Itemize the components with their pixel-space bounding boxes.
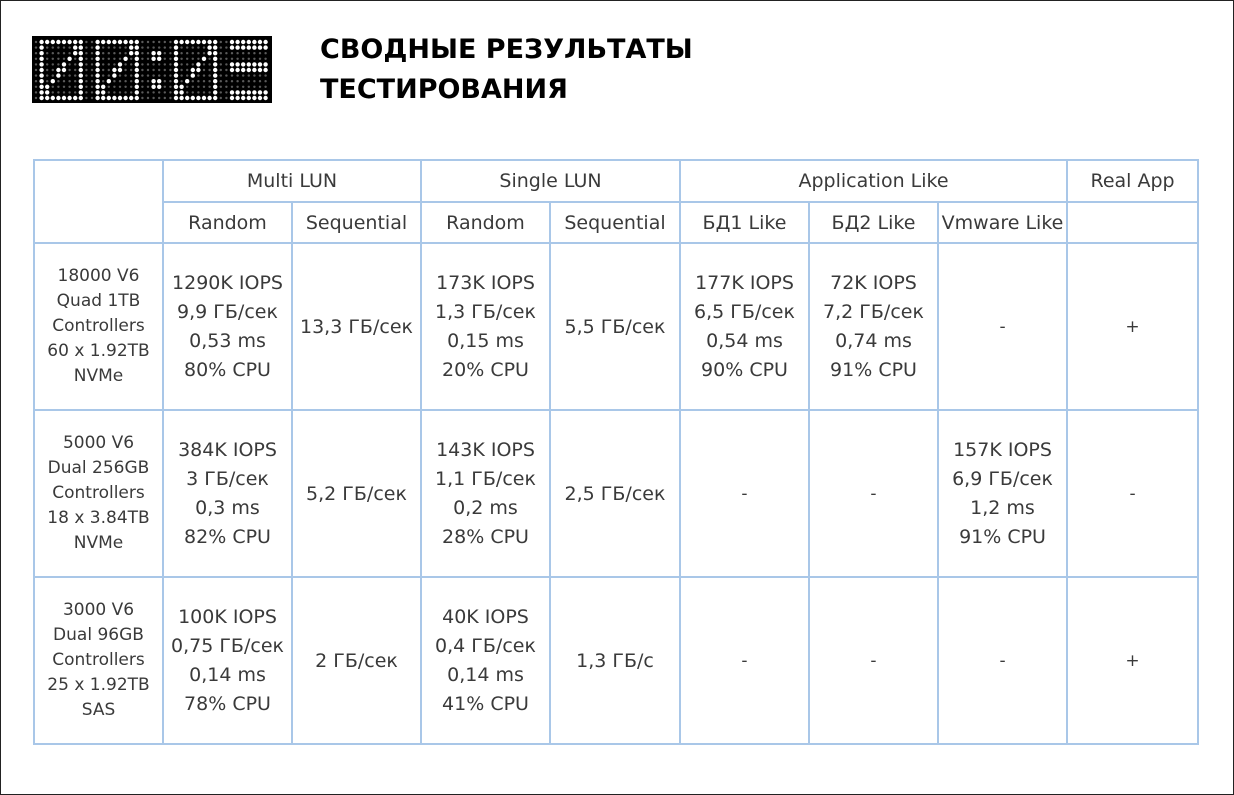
single-random-cell <box>421 243 550 410</box>
latency-value: 0,53 ms <box>189 329 266 352</box>
sub-multi-sequential: Sequential <box>292 202 421 243</box>
bd2-like-cell <box>809 243 938 410</box>
system-controllers-word: Controllers <box>52 483 145 503</box>
group-header-row <box>34 160 1198 202</box>
system-model: 5000 V6 <box>62 433 135 453</box>
title-line-1: СВОДНЫЕ РЕЗУЛЬТАТЫ <box>320 34 693 65</box>
single-sequential-cell: 5,5 ГБ/сек <box>550 243 680 410</box>
system-drive-type: NVMe <box>73 533 124 553</box>
iops-value: 177K IOPS <box>695 271 794 294</box>
system-controllers-word: Controllers <box>52 650 145 670</box>
system-controllers-word: Controllers <box>52 316 145 336</box>
multi-random-cell <box>163 410 292 577</box>
latency-value: 0,2 ms <box>453 496 518 519</box>
system-label-cell <box>34 243 163 410</box>
cpu-value: 91% CPU <box>830 358 917 381</box>
throughput-value: 9,9 ГБ/сек <box>177 300 278 323</box>
cpu-value: 82% CPU <box>184 525 271 548</box>
group-multi-lun: Multi LUN <box>163 160 421 202</box>
iops-value: 1290K IOPS <box>172 271 283 294</box>
table-row <box>34 577 1198 744</box>
system-drive-type: SAS <box>81 700 116 720</box>
group-application-like: Application Like <box>680 160 1067 202</box>
system-label-cell <box>34 577 163 744</box>
multi-sequential-cell: 2 ГБ/сек <box>292 577 421 744</box>
single-sequential-cell: 2,5 ГБ/сек <box>550 410 680 577</box>
system-drives: 18 x 3.84TB <box>47 508 150 528</box>
throughput-value: 1,3 ГБ/сек <box>435 300 536 323</box>
system-controllers: Dual 96GB <box>53 625 144 645</box>
system-label-cell <box>34 410 163 577</box>
bd1-like-cell: - <box>680 577 809 744</box>
vmware-like-cell <box>938 410 1067 577</box>
sub-vmware-like: Vmware Like <box>938 202 1067 243</box>
sub-single-sequential: Sequential <box>550 202 680 243</box>
multi-sequential-cell: 13,3 ГБ/сек <box>292 243 421 410</box>
single-random-cell <box>421 577 550 744</box>
table-row <box>34 243 1198 410</box>
sub-single-random: Random <box>421 202 550 243</box>
iops-value: 157K IOPS <box>953 438 1052 461</box>
bd1-like-cell <box>680 243 809 410</box>
corner-cell <box>34 160 163 243</box>
cpu-value: 41% CPU <box>442 692 529 715</box>
sub-multi-random: Random <box>163 202 292 243</box>
system-drives: 60 x 1.92TB <box>47 341 150 361</box>
latency-value: 0,14 ms <box>447 663 524 686</box>
cpu-value: 20% CPU <box>442 358 529 381</box>
bd1-like-cell: - <box>680 410 809 577</box>
throughput-value: 6,5 ГБ/сек <box>694 300 795 323</box>
multi-sequential-cell: 5,2 ГБ/сек <box>292 410 421 577</box>
throughput-value: 1,1 ГБ/сек <box>435 467 536 490</box>
subheader-row <box>34 202 1198 243</box>
real-app-cell: + <box>1067 243 1198 410</box>
real-app-cell: - <box>1067 410 1198 577</box>
system-controllers: Quad 1TB <box>56 291 141 311</box>
page-title <box>320 30 693 110</box>
multi-random-cell <box>163 577 292 744</box>
cpu-value: 28% CPU <box>442 525 529 548</box>
iops-value: 143K IOPS <box>436 438 535 461</box>
bd2-like-cell: - <box>809 577 938 744</box>
cpu-value: 91% CPU <box>959 525 1046 548</box>
bd2-like-cell: - <box>809 410 938 577</box>
cpu-value: 80% CPU <box>184 358 271 381</box>
group-single-lun: Single LUN <box>421 160 680 202</box>
latency-value: 0,3 ms <box>195 496 260 519</box>
vmware-like-cell: - <box>938 577 1067 744</box>
vmware-like-cell: - <box>938 243 1067 410</box>
latency-value: 0,54 ms <box>706 329 783 352</box>
system-drive-type: NVMe <box>73 366 124 386</box>
iops-value: 100K IOPS <box>178 605 277 628</box>
sub-real-app-empty <box>1067 202 1198 243</box>
table-row <box>34 410 1198 577</box>
latency-value: 1,2 ms <box>970 496 1035 519</box>
iops-value: 72K IOPS <box>830 271 917 294</box>
latency-value: 0,15 ms <box>447 329 524 352</box>
cpu-value: 78% CPU <box>184 692 271 715</box>
throughput-value: 0,75 ГБ/сек <box>171 634 284 657</box>
iops-value: 173K IOPS <box>436 271 535 294</box>
latency-value: 0,74 ms <box>835 329 912 352</box>
throughput-value: 0,4 ГБ/сек <box>435 634 536 657</box>
sub-bd2-like: БД2 Like <box>809 202 938 243</box>
throughput-value: 7,2 ГБ/сек <box>823 300 924 323</box>
real-app-cell: + <box>1067 577 1198 744</box>
throughput-value: 3 ГБ/сек <box>186 467 269 490</box>
system-drives: 25 x 1.92TB <box>47 675 150 695</box>
title-line-2: ТЕСТИРОВАНИЯ <box>320 74 568 105</box>
system-model: 3000 V6 <box>62 600 135 620</box>
sub-bd1-like: БД1 Like <box>680 202 809 243</box>
iops-value: 384K IOPS <box>178 438 277 461</box>
iops-value: 40K IOPS <box>442 605 529 628</box>
dot-matrix-logo <box>32 36 272 103</box>
results-table <box>33 159 1199 745</box>
cpu-value: 90% CPU <box>701 358 788 381</box>
multi-random-cell <box>163 243 292 410</box>
system-controllers: Dual 256GB <box>47 458 150 478</box>
system-model: 18000 V6 <box>57 266 140 286</box>
single-sequential-cell: 1,3 ГБ/с <box>550 577 680 744</box>
group-real-app: Real App <box>1067 160 1198 202</box>
latency-value: 0,14 ms <box>189 663 266 686</box>
throughput-value: 6,9 ГБ/сек <box>952 467 1053 490</box>
single-random-cell <box>421 410 550 577</box>
